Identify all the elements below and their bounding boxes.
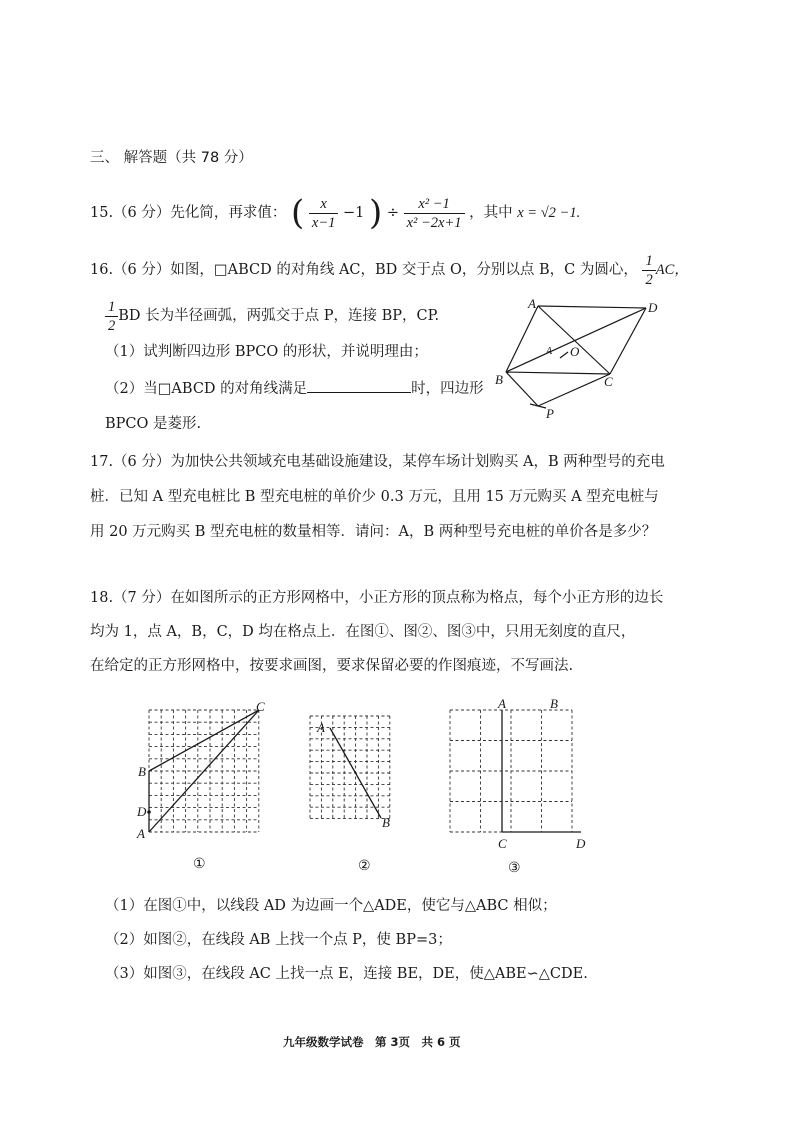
q15-minus-one: −1 [342, 205, 365, 221]
q18-grid-figure-3 [440, 698, 600, 850]
q16-part1: （1）试判断四边形 BPCO 的形状，并说明理由； [105, 344, 428, 360]
q15-condition: x = √2 −1. [517, 205, 581, 221]
label-o: O [570, 344, 580, 359]
q15-frac2-denominator: x² −2x+1 [406, 214, 462, 231]
edge-ba [506, 306, 538, 372]
answer-blank[interactable] [307, 378, 411, 393]
q16-statement: □ABCD 的对角线 AC，BD 交于点 O，分别以点 B，C 为圆心， [213, 262, 638, 278]
figure-1-caption: ① [193, 856, 206, 872]
q16-number: 16.（6 分）如图， [90, 262, 214, 278]
q18-grid-figure-2 [300, 700, 410, 840]
segment-cp [538, 374, 610, 406]
q16-part2-end: BPCO 是菱形. [105, 416, 202, 432]
q15-right-paren: ) [368, 193, 383, 233]
label-d: D [648, 300, 658, 315]
q16-half-denominator: 2 [645, 271, 653, 288]
q18-sub1: （1）在图①中，以线段 AD 为边画一个△ADE，使它与△ABC 相似； [105, 898, 557, 914]
label-a-small: A [546, 346, 553, 357]
q17-line3: 用 20 万元购买 B 型充电桩的数量相等．请问：A，B 两种型号充电桩的单价各是多少？ [90, 524, 657, 540]
diagonal-ac [538, 306, 610, 374]
q16-half-numerator: 1 [642, 252, 655, 271]
q15-fraction-1 [309, 195, 338, 232]
segment-bc [149, 710, 259, 771]
page-footer: 九年级数学试卷 第 3页 共 6 页 [283, 1035, 461, 1049]
q16-line2-text: BD 长为半径画弧，两弧交于点 P，连接 BP，CP. [118, 308, 440, 324]
q16-part2-text: （2）当□ABCD 的对角线满足 [105, 381, 308, 397]
q18-grid-figure-1 [130, 698, 270, 848]
q18-line3: 在给定的正方形网格中，按要求画图，要求保留必要的作图痕迹，不写画法. [90, 658, 574, 674]
dashed-grid [450, 710, 572, 832]
question-16-line2 [105, 296, 439, 336]
q18-sub2: （2）如图②，在线段 AB 上找一个点 P，使 BP=3； [105, 932, 452, 948]
q15-prefix: 15.（6 分）先化简，再求值： [90, 205, 287, 221]
q15-frac1-denominator: x−1 [311, 214, 336, 231]
q17-line2: 桩．已知 A 型充电桩比 B 型充电桩的单价少 0.3 万元，且用 15 万元购买 A 型充电桩与 [90, 489, 659, 505]
label-c: C [604, 374, 613, 389]
label-d: D [137, 804, 147, 819]
edge-ad [538, 306, 646, 308]
q16-half2-numerator: 1 [105, 298, 118, 317]
diagonal-bd [506, 308, 646, 372]
q16-parallelogram-figure [490, 292, 670, 422]
label-c: C [256, 699, 265, 714]
label-c: C [498, 836, 507, 850]
question-16-line1 [90, 250, 689, 290]
q15-divide-sign: ÷ [386, 205, 399, 221]
label-a: A [498, 698, 506, 711]
q15-fraction-2 [404, 195, 465, 232]
label-d: D [576, 836, 586, 850]
figure-3-caption: ③ [508, 860, 521, 876]
q15-frac1-numerator: x [309, 195, 338, 214]
arc-mark-p [530, 404, 546, 408]
label-b: B [550, 698, 558, 711]
section-heading: 三、 解答题（共 78 分） [90, 150, 253, 166]
q16-part2-tail: 时，四边形 [411, 381, 484, 397]
q16-half-fraction-2 [105, 298, 118, 335]
q18-line1: 18.（7 分）在如图所示的正方形网格中，小正方形的顶点称为格点，每个小正方形的边长 [90, 590, 664, 606]
figure-2-caption: ② [358, 858, 371, 874]
edge-cb [506, 372, 610, 374]
q17-line1: 17.（6 分）为加快公共领域充电基础设施建设，某停车场计划购买 A，B 两种型号的充电 [90, 454, 665, 470]
tick-mark [560, 352, 568, 358]
q16-ac-label: AC， [655, 262, 689, 278]
question-15 [90, 192, 580, 234]
q16-part2 [105, 378, 484, 399]
q18-sub3: （3）如图③，在线段 AC 上找一点 E，连接 BE，DE，使△ABE∽△CDE. [105, 966, 588, 982]
label-p: P [546, 406, 554, 421]
q15-frac2-numerator: x² −1 [404, 195, 465, 214]
q16-half-fraction [642, 252, 655, 289]
label-a: A [528, 296, 536, 311]
label-a: A [317, 720, 325, 735]
label-a: A [137, 826, 145, 841]
segment-bp [506, 372, 538, 406]
label-b: B [138, 764, 146, 779]
q18-line2: 均为 1，点 A，B，C，D 均在格点上．在图①、图②、图③中，只用无刻度的直尺， [90, 624, 636, 640]
label-b: B [382, 815, 390, 830]
label-b: B [495, 372, 503, 387]
q15-left-paren: ( [291, 193, 305, 233]
point-d [147, 810, 151, 814]
edge-dc [610, 308, 646, 374]
q15-suffix: ，其中 [469, 205, 513, 221]
q16-half2-denominator: 2 [108, 317, 116, 334]
